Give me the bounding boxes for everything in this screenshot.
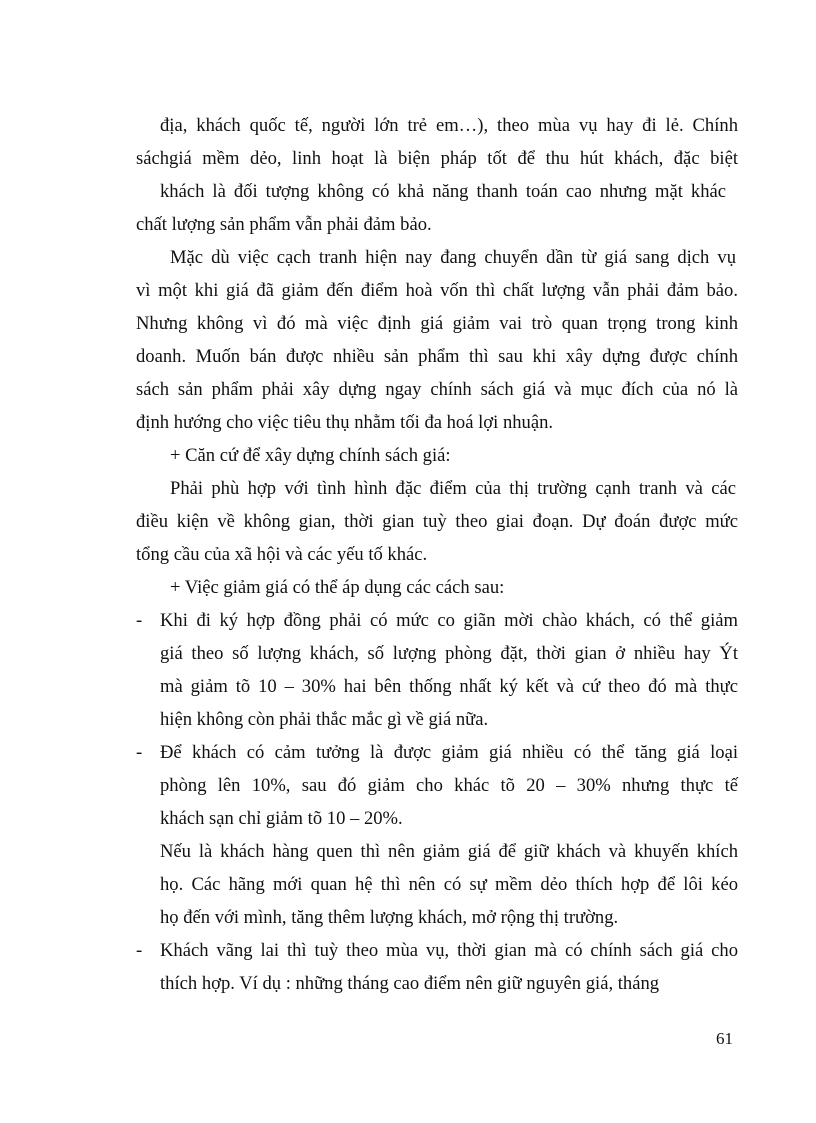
text-line: Nếu là khách hàng quen thì nên giảm giá để giữ khách và khuyến khích (160, 841, 738, 862)
text-line: họ đến với mình, tăng thêm lượng khách, mở rộng thị trường. (160, 907, 619, 928)
list-bullet: - (136, 610, 143, 631)
text-line: Khi đi ký hợp đồng phải có mức co giãn mời chào khách, có thể giảm (160, 610, 738, 631)
text-line: khách là đối tượng không có khả năng thanh toán cao nhưng mặt khác (160, 181, 726, 202)
text-line: thích hợp. Ví dụ : những tháng cao điểm nên giữ nguyên giá, tháng (160, 973, 660, 994)
text-line: Nhưng không vì đó mà việc định giá giảm vai trò quan trọng trong kinh (136, 313, 738, 334)
text-line: sách sản phẩm phải xây dựng ngay chính sách giá và mục đích của nó là (136, 379, 738, 400)
text-line: chất lượng sản phẩm vẫn phải đảm bảo. (136, 214, 432, 235)
section-heading: + Căn cứ để xây dựng chính sách giá: (170, 445, 451, 466)
text-line: doanh. Muốn bán được nhiều sản phẩm thì sau khi xây dựng được chính (136, 346, 738, 367)
text-line: họ. Các hãng mới quan hệ thì nên có sự mềm dẻo thích hợp để lôi kéo (160, 874, 738, 895)
text-line: giá theo số lượng khách, số lượng phòng đặt, thời gian ở nhiều hay Ýt (160, 643, 738, 664)
text-line: Mặc dù việc cạch tranh hiện nay đang chuyển dần từ giá sang dịch vụ (170, 247, 736, 268)
text-line: sáchgiá mềm dẻo, linh hoạt là biện pháp tốt để thu hút khách, đặc biệt (136, 148, 738, 169)
text-line: phòng lên 10%, sau đó giảm cho khác tõ 20 – 30% nhưng thực tế (160, 775, 738, 796)
text-line: điều kiện về không gian, thời gian tuỳ theo giai đoạn. Dự đoán được mức (136, 511, 738, 532)
text-line: Khách vãng lai thì tuỳ theo mùa vụ, thời gian mà có chính sách giá cho (160, 940, 738, 961)
text-line: mà giảm tõ 10 – 30% hai bên thống nhất ký kết và cứ theo đó mà thực (160, 676, 738, 697)
text-line: Phải phù hợp với tình hình đặc điểm của thị trường cạnh tranh và các (170, 478, 736, 499)
section-heading: + Việc giảm giá có thể áp dụng các cách sau: (170, 577, 505, 598)
page-number: 61 (716, 1029, 733, 1048)
list-bullet: - (136, 742, 143, 763)
text-line: địa, khách quốc tế, người lớn trẻ em…), theo mùa vụ hay đi lẻ. Chính (160, 115, 738, 136)
text-line: vì một khi giá đã giảm đến điểm hoà vốn thì chất lượng vẫn phải đảm bảo. (136, 280, 738, 301)
text-line: định hướng cho việc tiêu thụ nhằm tối đa hoá lợi nhuận. (136, 412, 554, 433)
text-line: tổng cầu của xã hội và các yếu tố khác. (136, 544, 428, 565)
text-line: hiện không còn phải thắc mắc gì về giá nữa. (160, 709, 489, 730)
text-line: Để khách có cảm tưởng là được giảm giá nhiều có thể tăng giá loại (160, 742, 738, 763)
list-bullet: - (136, 940, 143, 961)
text-line: khách sạn chỉ giảm tõ 10 – 20%. (160, 808, 403, 829)
